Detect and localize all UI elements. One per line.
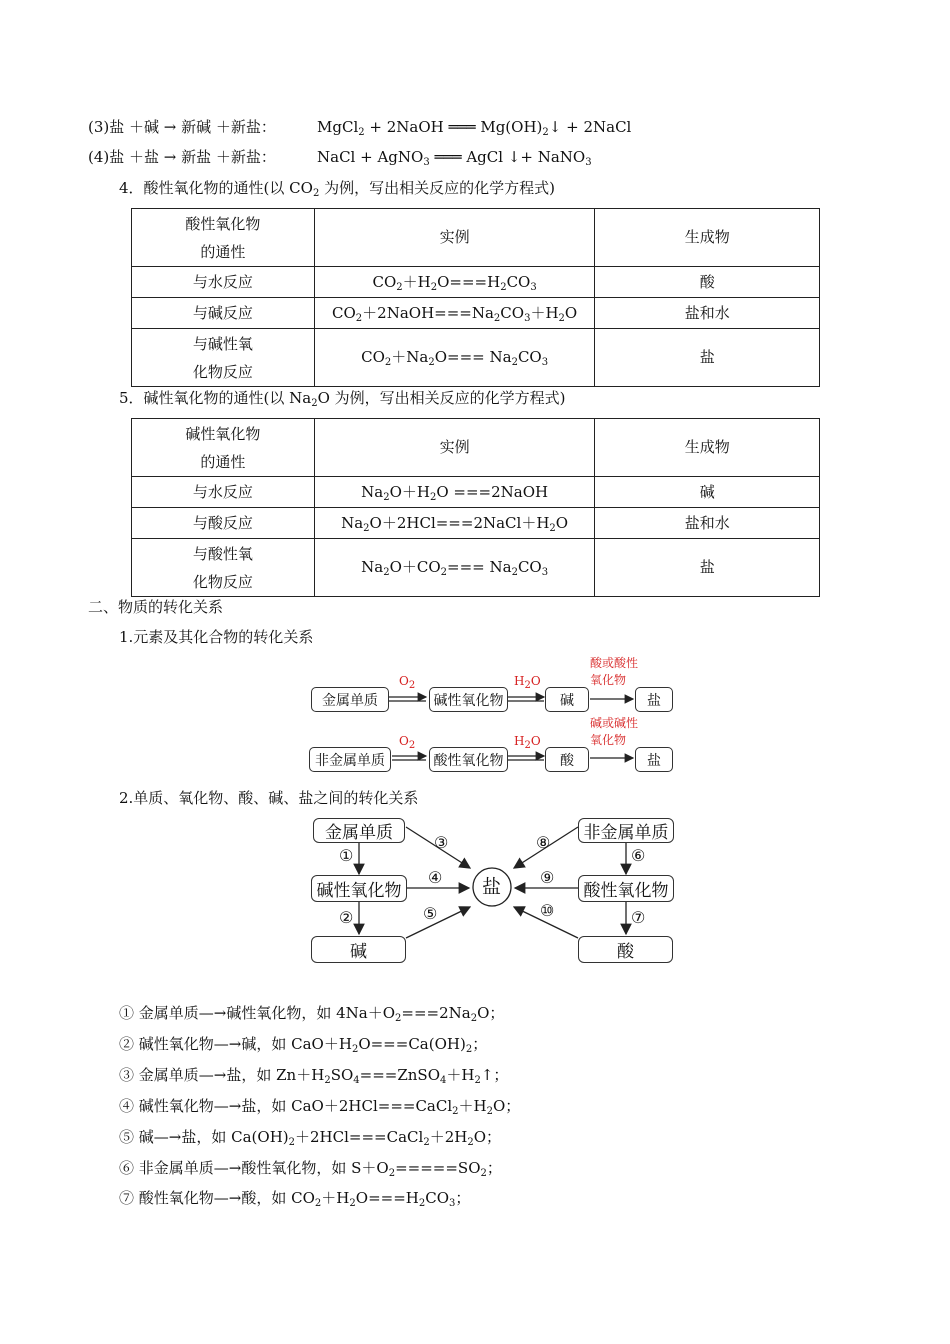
section-4-title: 4．酸性氧化物的通性(以 $CO_2$ 为例，写出相关反应的化学方程式) <box>119 179 555 199</box>
num-1: ① <box>339 846 354 865</box>
header-product: 生成物 <box>595 419 820 477</box>
box-basic-oxide: 碱性氧化物 <box>429 687 508 712</box>
subsection-2-title: 2.单质、氧化物、酸、碱、盐之间的转化关系 <box>119 789 419 807</box>
box-nonmetal: 非金属单质 <box>578 818 674 843</box>
box-metal: 金属单质 <box>313 818 405 843</box>
box-salt: 盐 <box>635 747 673 772</box>
salt-center: 盐 <box>482 876 502 898</box>
list-item: ⑦ 酸性氧化物—→酸，如 $CO_2+H_2O===H_2CO_3$； <box>119 1189 471 1209</box>
section-two-title: 二、物质的转化关系 <box>88 598 224 616</box>
reagent-h2o: $H_2O$ <box>514 674 541 691</box>
subsection-1-title: 1.元素及其化合物的转化关系 <box>119 628 314 646</box>
reagent-base-label-2: 氧化物 <box>590 733 627 747</box>
box-base: 碱 <box>311 936 406 963</box>
row-product: 盐和水 <box>595 508 820 539</box>
box-acid: 酸 <box>545 747 589 772</box>
num-5: ⑤ <box>423 904 438 923</box>
header-product: 生成物 <box>595 209 820 267</box>
row-property: 与碱反应 <box>132 298 315 329</box>
row-example: $Na_2O+H_2O$ ===2NaOH <box>314 477 595 508</box>
reaction-4-equation: NaCl + AgNO$_3$ ═══ AgCl ↓+ NaNO$_3$ <box>317 148 592 168</box>
reagent-o2: $O_2$ <box>399 734 416 751</box>
header-property: 碱性氧化物的通性 <box>132 419 315 477</box>
num-4: ④ <box>428 868 443 887</box>
header-property: 酸性氧化物的通性 <box>132 209 315 267</box>
row-product: 酸 <box>595 267 820 298</box>
list-item: ⑤ 碱—→盐，如 $Ca(OH)_2+2HCl===CaCl_2+2H_2O$； <box>119 1128 502 1148</box>
section-5-title: 5．碱性氧化物的通性(以 $Na_2O$ 为例，写出相关反应的化学方程式) <box>119 389 566 409</box>
box-acid: 酸 <box>578 936 673 963</box>
row-property: 与碱性氧化物反应 <box>132 329 315 387</box>
num-8: ⑧ <box>536 833 551 852</box>
num-6: ⑥ <box>631 846 646 865</box>
box-basic-oxide: 碱性氧化物 <box>311 875 407 902</box>
num-7: ⑦ <box>631 908 646 927</box>
reaction-3-equation: MgCl$_2$ + 2NaOH ═══ $Mg(OH)_2↓$ + 2NaCl <box>317 118 632 138</box>
header-example: 实例 <box>314 209 595 267</box>
box-metal: 金属单质 <box>311 687 389 712</box>
reagent-o2: $O_2$ <box>399 674 416 691</box>
reagent-acid-label-2: 氧化物 <box>590 673 627 687</box>
row-product: 盐和水 <box>595 298 820 329</box>
header-example: 实例 <box>314 419 595 477</box>
list-item: ⑥ 非金属单质—→酸性氧化物，如 $S+O_2=====SO_2$； <box>119 1159 502 1179</box>
reagent-base-label: 碱或碱性 <box>590 716 639 730</box>
box-acidic-oxide: 酸性氧化物 <box>429 747 508 772</box>
row-example: $CO_2+H_2O===H_2CO_3$ <box>314 267 595 298</box>
list-item: ④ 碱性氧化物—→盐，如 $CaO+2HCl===CaCl_2+H_2O$； <box>119 1097 521 1117</box>
reaction-3-label: (3)盐 ＋碱 → 新碱 ＋新盐： <box>88 118 276 136</box>
row-example: $Na_2O+2HCl===2NaCl+H_2O$ <box>314 508 595 539</box>
row-property: 与酸性氧化物反应 <box>132 539 315 597</box>
row-property: 与水反应 <box>132 477 315 508</box>
row-property: 与水反应 <box>132 267 315 298</box>
reagent-h2o: $H_2O$ <box>514 734 541 751</box>
box-base: 碱 <box>545 687 589 712</box>
reagent-acid-label: 酸或酸性 <box>590 656 639 670</box>
box-acidic-oxide: 酸性氧化物 <box>578 875 674 902</box>
row-product: 盐 <box>595 539 820 597</box>
row-product: 碱 <box>595 477 820 508</box>
list-item: ② 碱性氧化物—→碱，如 $CaO+H_2O===Ca(OH)_2$； <box>119 1035 488 1055</box>
num-9: ⑨ <box>540 868 555 887</box>
reaction-4-label: (4)盐 ＋盐 → 新盐 ＋新盐： <box>88 148 276 166</box>
box-salt: 盐 <box>635 687 673 712</box>
row-example: $CO_2+2NaOH===Na_2CO_3+H_2O$ <box>314 298 595 329</box>
num-10: ⑩ <box>540 901 555 920</box>
row-product: 盐 <box>595 329 820 387</box>
row-property: 与酸反应 <box>132 508 315 539</box>
num-3: ③ <box>434 833 449 852</box>
list-item: ① 金属单质—→碱性氧化物，如 $4Na+O_2===2Na_2O$； <box>119 1004 505 1024</box>
num-2: ② <box>339 908 354 927</box>
row-example: $Na_2O+CO_2=== Na_2CO_3$ <box>314 539 595 597</box>
list-item: ③ 金属单质—→盐，如 $Zn+H_2SO_4===ZnSO_4+H_2↑$； <box>119 1066 509 1086</box>
box-nonmetal: 非金属单质 <box>309 747 391 772</box>
row-example: $CO_2+Na_2O=== Na_2CO_3$ <box>314 329 595 387</box>
